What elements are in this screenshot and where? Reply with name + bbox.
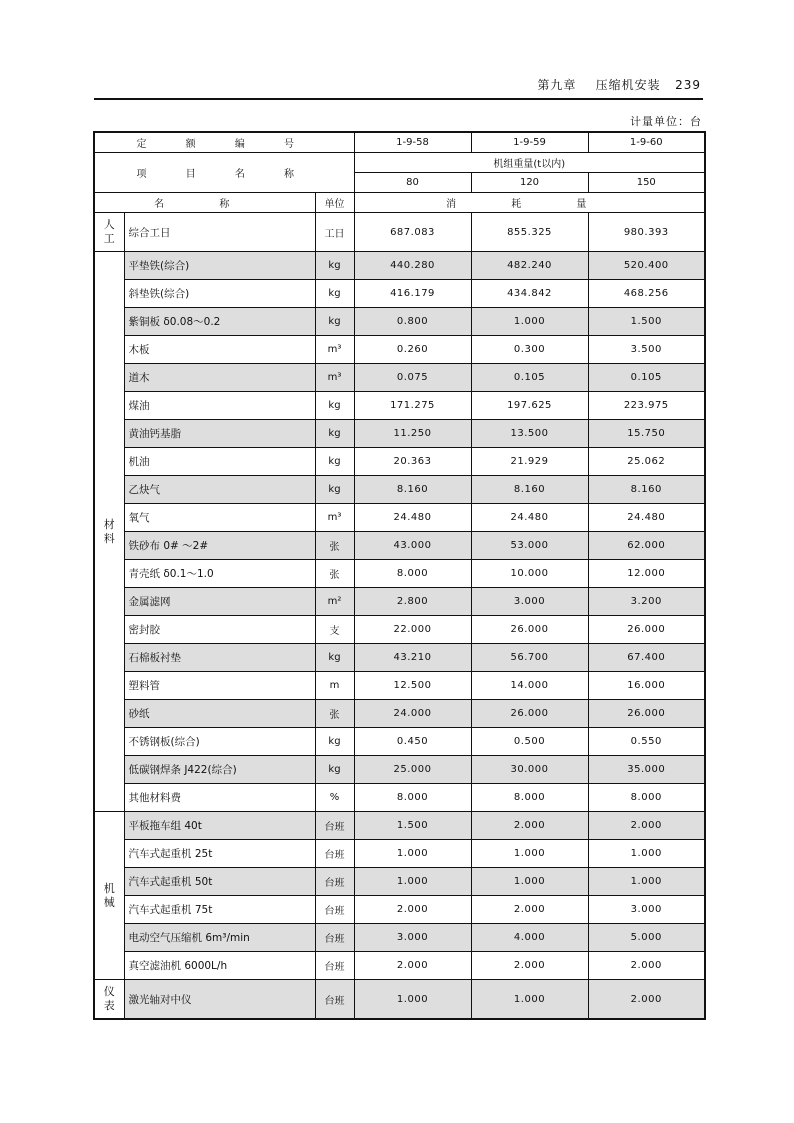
item-name: 黄油钙基脂 <box>124 420 315 448</box>
item-value: 30.000 <box>471 756 588 784</box>
item-value: 8.000 <box>354 560 471 588</box>
category-label <box>94 252 124 812</box>
item-value: 1.500 <box>354 812 471 840</box>
item-value: 2.000 <box>354 896 471 924</box>
param-value: 150 <box>588 173 705 193</box>
item-value: 0.260 <box>354 336 471 364</box>
chapter-label: 第九章 <box>537 78 577 92</box>
item-value: 2.000 <box>588 980 705 1020</box>
item-value: 980.393 <box>588 213 705 252</box>
item-unit: m³ <box>315 336 354 364</box>
item-value: 0.800 <box>354 308 471 336</box>
item-value: 4.000 <box>471 924 588 952</box>
table-row <box>94 336 705 364</box>
table-row <box>94 672 705 700</box>
category-label <box>94 980 124 1020</box>
item-value: 14.000 <box>471 672 588 700</box>
table-row <box>94 308 705 336</box>
col-unit-header: 单位 <box>315 193 354 213</box>
item-value: 520.400 <box>588 252 705 280</box>
page-header <box>94 74 703 100</box>
item-value: 2.000 <box>471 952 588 980</box>
item-name: 平垫铁(综合) <box>124 252 315 280</box>
item-name: 汽车式起重机 25t <box>124 840 315 868</box>
item-value: 434.842 <box>471 280 588 308</box>
item-value: 3.200 <box>588 588 705 616</box>
table-row <box>94 644 705 672</box>
quota-label: 定 额 编 号 <box>94 132 354 153</box>
param-label: 机组重量(t以内) <box>354 153 705 173</box>
param-value: 80 <box>354 173 471 193</box>
item-unit: kg <box>315 308 354 336</box>
item-unit: kg <box>315 280 354 308</box>
item-name: 平板拖车组 40t <box>124 812 315 840</box>
item-value: 26.000 <box>471 700 588 728</box>
item-value: 67.400 <box>588 644 705 672</box>
item-value: 13.500 <box>471 420 588 448</box>
item-value: 1.000 <box>471 308 588 336</box>
item-name: 金属滤网 <box>124 588 315 616</box>
table-row <box>94 213 705 252</box>
item-value: 0.105 <box>471 364 588 392</box>
item-value: 2.000 <box>471 896 588 924</box>
item-value: 3.500 <box>588 336 705 364</box>
item-value: 171.275 <box>354 392 471 420</box>
item-name: 电动空气压缩机 6m³/min <box>124 924 315 952</box>
item-value: 24.480 <box>471 504 588 532</box>
table-row <box>94 700 705 728</box>
item-value: 0.500 <box>471 728 588 756</box>
quota-code: 1-9-59 <box>471 132 588 153</box>
item-value: 20.363 <box>354 448 471 476</box>
quota-table <box>93 131 706 1020</box>
item-unit: kg <box>315 392 354 420</box>
category-label <box>94 213 124 252</box>
item-unit: 台班 <box>315 952 354 980</box>
table-row <box>94 728 705 756</box>
category-label <box>94 812 124 980</box>
item-unit: 台班 <box>315 868 354 896</box>
table-row <box>94 448 705 476</box>
item-unit: m³ <box>315 504 354 532</box>
item-value: 35.000 <box>588 756 705 784</box>
category-char: 表 <box>103 999 115 1012</box>
item-unit: 台班 <box>315 924 354 952</box>
table-row <box>94 280 705 308</box>
item-value: 62.000 <box>588 532 705 560</box>
item-value: 21.929 <box>471 448 588 476</box>
item-value: 24.000 <box>354 700 471 728</box>
item-value: 56.700 <box>471 644 588 672</box>
item-value: 2.000 <box>588 952 705 980</box>
category-char: 械 <box>103 895 115 909</box>
item-unit: % <box>315 784 354 812</box>
quota-code: 1-9-58 <box>354 132 471 153</box>
item-name: 塑料管 <box>124 672 315 700</box>
column-header-row <box>94 193 705 213</box>
item-value: 22.000 <box>354 616 471 644</box>
table-row <box>94 588 705 616</box>
item-unit: 台班 <box>315 980 354 1020</box>
item-value: 468.256 <box>588 280 705 308</box>
param-value: 120 <box>471 173 588 193</box>
item-value: 26.000 <box>588 616 705 644</box>
item-value: 8.160 <box>354 476 471 504</box>
unit-note: 计量单位：台 <box>630 115 702 128</box>
item-unit: 台班 <box>315 812 354 840</box>
category-char: 机 <box>103 881 115 895</box>
item-unit: kg <box>315 728 354 756</box>
item-unit: kg <box>315 476 354 504</box>
item-value: 24.480 <box>588 504 705 532</box>
item-name: 道木 <box>124 364 315 392</box>
item-name: 煤油 <box>124 392 315 420</box>
item-name: 不锈钢板(综合) <box>124 728 315 756</box>
item-unit: kg <box>315 252 354 280</box>
item-unit: kg <box>315 756 354 784</box>
item-value: 440.280 <box>354 252 471 280</box>
item-value: 3.000 <box>354 924 471 952</box>
item-unit: kg <box>315 644 354 672</box>
item-name: 汽车式起重机 75t <box>124 896 315 924</box>
item-value: 1.000 <box>471 840 588 868</box>
item-value: 1.000 <box>354 840 471 868</box>
item-value: 25.000 <box>354 756 471 784</box>
table-row <box>94 840 705 868</box>
item-value: 0.105 <box>588 364 705 392</box>
item-value: 8.160 <box>588 476 705 504</box>
page-number: 239 <box>675 78 701 92</box>
param-label-row <box>94 153 705 173</box>
chapter-title: 压缩机安装 <box>595 78 661 92</box>
item-name: 综合工日 <box>124 213 315 252</box>
item-value: 16.000 <box>588 672 705 700</box>
table-row <box>94 560 705 588</box>
quota-code-row <box>94 132 705 153</box>
item-name: 氧气 <box>124 504 315 532</box>
item-name: 铁砂布 0# ～2# <box>124 532 315 560</box>
category-char: 人 <box>103 218 115 231</box>
item-value: 8.160 <box>471 476 588 504</box>
item-name: 乙炔气 <box>124 476 315 504</box>
item-unit: 工日 <box>315 213 354 252</box>
table-row <box>94 476 705 504</box>
item-name: 低碳钢焊条 J422(综合) <box>124 756 315 784</box>
item-unit: 张 <box>315 700 354 728</box>
item-unit: 张 <box>315 560 354 588</box>
table-row <box>94 532 705 560</box>
table-row <box>94 980 705 1020</box>
item-value: 1.000 <box>588 868 705 896</box>
table-row <box>94 756 705 784</box>
item-value: 1.500 <box>588 308 705 336</box>
item-name: 激光轴对中仪 <box>124 980 315 1020</box>
table-row <box>94 952 705 980</box>
item-value: 687.083 <box>354 213 471 252</box>
item-value: 0.450 <box>354 728 471 756</box>
item-name: 汽车式起重机 50t <box>124 868 315 896</box>
item-unit: m³ <box>315 364 354 392</box>
item-value: 10.000 <box>471 560 588 588</box>
item-value: 416.179 <box>354 280 471 308</box>
item-value: 2.000 <box>471 812 588 840</box>
item-value: 12.500 <box>354 672 471 700</box>
quota-code: 1-9-60 <box>588 132 705 153</box>
item-value: 26.000 <box>471 616 588 644</box>
table-row <box>94 504 705 532</box>
item-name: 斜垫铁(综合) <box>124 280 315 308</box>
item-value: 1.000 <box>354 868 471 896</box>
item-value: 5.000 <box>588 924 705 952</box>
table-row <box>94 924 705 952</box>
category-char: 仪 <box>103 985 115 998</box>
item-value: 1.000 <box>354 980 471 1020</box>
item-unit: kg <box>315 420 354 448</box>
table-row <box>94 420 705 448</box>
item-value: 0.075 <box>354 364 471 392</box>
item-label: 项 目 名 称 <box>94 153 354 193</box>
item-name: 机油 <box>124 448 315 476</box>
item-unit: 支 <box>315 616 354 644</box>
item-value: 53.000 <box>471 532 588 560</box>
table-row <box>94 616 705 644</box>
item-value: 8.000 <box>354 784 471 812</box>
item-value: 3.000 <box>471 588 588 616</box>
item-unit: m <box>315 672 354 700</box>
item-unit: m² <box>315 588 354 616</box>
item-name: 木板 <box>124 336 315 364</box>
category-char: 工 <box>103 232 115 245</box>
item-value: 2.800 <box>354 588 471 616</box>
item-value: 26.000 <box>588 700 705 728</box>
table-row <box>94 868 705 896</box>
item-value: 1.000 <box>471 980 588 1020</box>
item-value: 24.480 <box>354 504 471 532</box>
item-value: 197.625 <box>471 392 588 420</box>
item-value: 8.000 <box>471 784 588 812</box>
category-char: 材 <box>103 517 115 531</box>
item-value: 12.000 <box>588 560 705 588</box>
item-value: 223.975 <box>588 392 705 420</box>
item-unit: 台班 <box>315 896 354 924</box>
item-unit: kg <box>315 448 354 476</box>
category-char: 料 <box>103 531 115 545</box>
item-value: 25.062 <box>588 448 705 476</box>
item-name: 密封胶 <box>124 616 315 644</box>
item-name: 砂纸 <box>124 700 315 728</box>
col-consumption-header: 消 耗 量 <box>354 193 705 213</box>
col-name-header: 名 称 <box>94 193 315 213</box>
item-value: 8.000 <box>588 784 705 812</box>
table-row <box>94 896 705 924</box>
item-unit: 张 <box>315 532 354 560</box>
item-name: 紫铜板 δ0.08～0.2 <box>124 308 315 336</box>
item-value: 43.210 <box>354 644 471 672</box>
item-value: 11.250 <box>354 420 471 448</box>
item-value: 2.000 <box>354 952 471 980</box>
item-unit: 台班 <box>315 840 354 868</box>
item-value: 3.000 <box>588 896 705 924</box>
item-value: 1.000 <box>588 840 705 868</box>
table-row <box>94 364 705 392</box>
running-header <box>537 76 701 93</box>
table-row <box>94 392 705 420</box>
item-name: 青壳纸 δ0.1～1.0 <box>124 560 315 588</box>
table-row <box>94 812 705 840</box>
item-value: 15.750 <box>588 420 705 448</box>
item-value: 855.325 <box>471 213 588 252</box>
item-value: 0.550 <box>588 728 705 756</box>
item-name: 其他材料费 <box>124 784 315 812</box>
table-row <box>94 252 705 280</box>
item-value: 0.300 <box>471 336 588 364</box>
item-value: 43.000 <box>354 532 471 560</box>
item-name: 真空滤油机 6000L/h <box>124 952 315 980</box>
table-row <box>94 784 705 812</box>
item-name: 石棉板衬垫 <box>124 644 315 672</box>
item-value: 2.000 <box>588 812 705 840</box>
item-value: 1.000 <box>471 868 588 896</box>
item-value: 482.240 <box>471 252 588 280</box>
